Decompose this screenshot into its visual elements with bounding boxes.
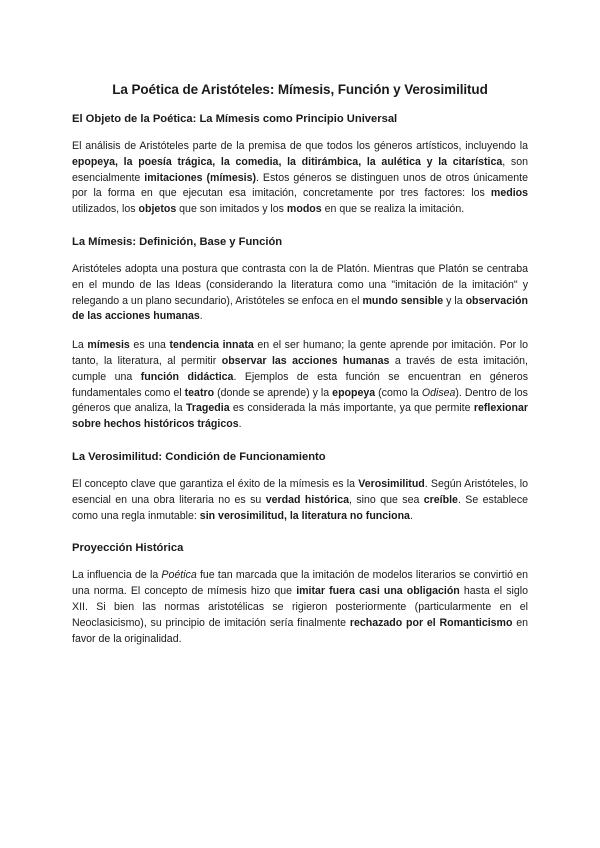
- paragraph: La influencia de la Poética fue tan marcada que la imitación de modelos literarios se convirtió en una norma. El concepto de mímesis hizo que imitar fuera casi una obligación hasta el siglo XII. Si bien las normas aristotélicas se rigieron posteriormente (particularmente en el Neoclasicismo), su principio de imitación sería finalmente rechazado por el Romanticismo en favor de la originalidad.: [72, 569, 529, 645]
- section-heading: La Verosimilitud: Condición de Funcionamiento: [72, 450, 326, 463]
- paragraph: El análisis de Aristóteles parte de la premisa de que todos los géneros artísticos, incluyendo la epopeya, la poesía trágica, la comedia, la ditirámbica, la aulética y la citarística, son esencialmente imitaciones (mímesis). Estos géneros se distinguen unos de otros únicamente por la forma en que ejecutan esa imitación, concretamente por tres factores: los medios utilizados, los objetos que son imitados y los modos en que se realiza la imitación.: [72, 140, 528, 216]
- section-heading: Proyección Histórica: [72, 542, 184, 555]
- document-title: La Poética de Aristóteles: Mímesis, Función y Verosimilitud: [112, 82, 488, 97]
- section-heading: La Mímesis: Definición, Base y Función: [72, 235, 283, 248]
- section-proyeccion: [72, 542, 528, 647]
- section-objeto: [72, 113, 528, 218]
- paragraph: El concepto clave que garantiza el éxito de la mímesis es la Verosimilitud. Según Aristóteles, lo esencial en una obra literaria no es su verdad histórica, sino que sea creíble. Se establece como una regla inmutable: sin verosimilitud, la literatura no funciona.: [72, 477, 529, 522]
- section-mimesis: [72, 236, 528, 433]
- section-heading: El Objeto de la Poética: La Mímesis como Principio Universal: [72, 113, 398, 125]
- section-verosimilitud: [72, 451, 528, 524]
- paragraph: Aristóteles adopta una postura que contrasta con la de Platón. Mientras que Platón se centraba en el mundo de las Ideas (considerando la literatura como una "imitación de la imitación" y relegando a un plano secundario), Aristóteles se enfoca en el mundo sensible y la observación de las acciones humanas.: [72, 262, 528, 323]
- paragraph: La mímesis es una tendencia innata en el ser humano; la gente aprende por imitación. Por lo tanto, la literatura, al permitir observar las acciones humanas a través de esta imitación, cumple una función didáctica. Ejemplos de esta función se encuentran en géneros fundamentales como el teatro (donde se aprende) y la epopeya (como la Odisea). Dentro de los géneros que analiza, la Tragedia es considerada la más importante, ya que permite reflexionar sobre hechos históricos trágicos.: [72, 339, 528, 431]
